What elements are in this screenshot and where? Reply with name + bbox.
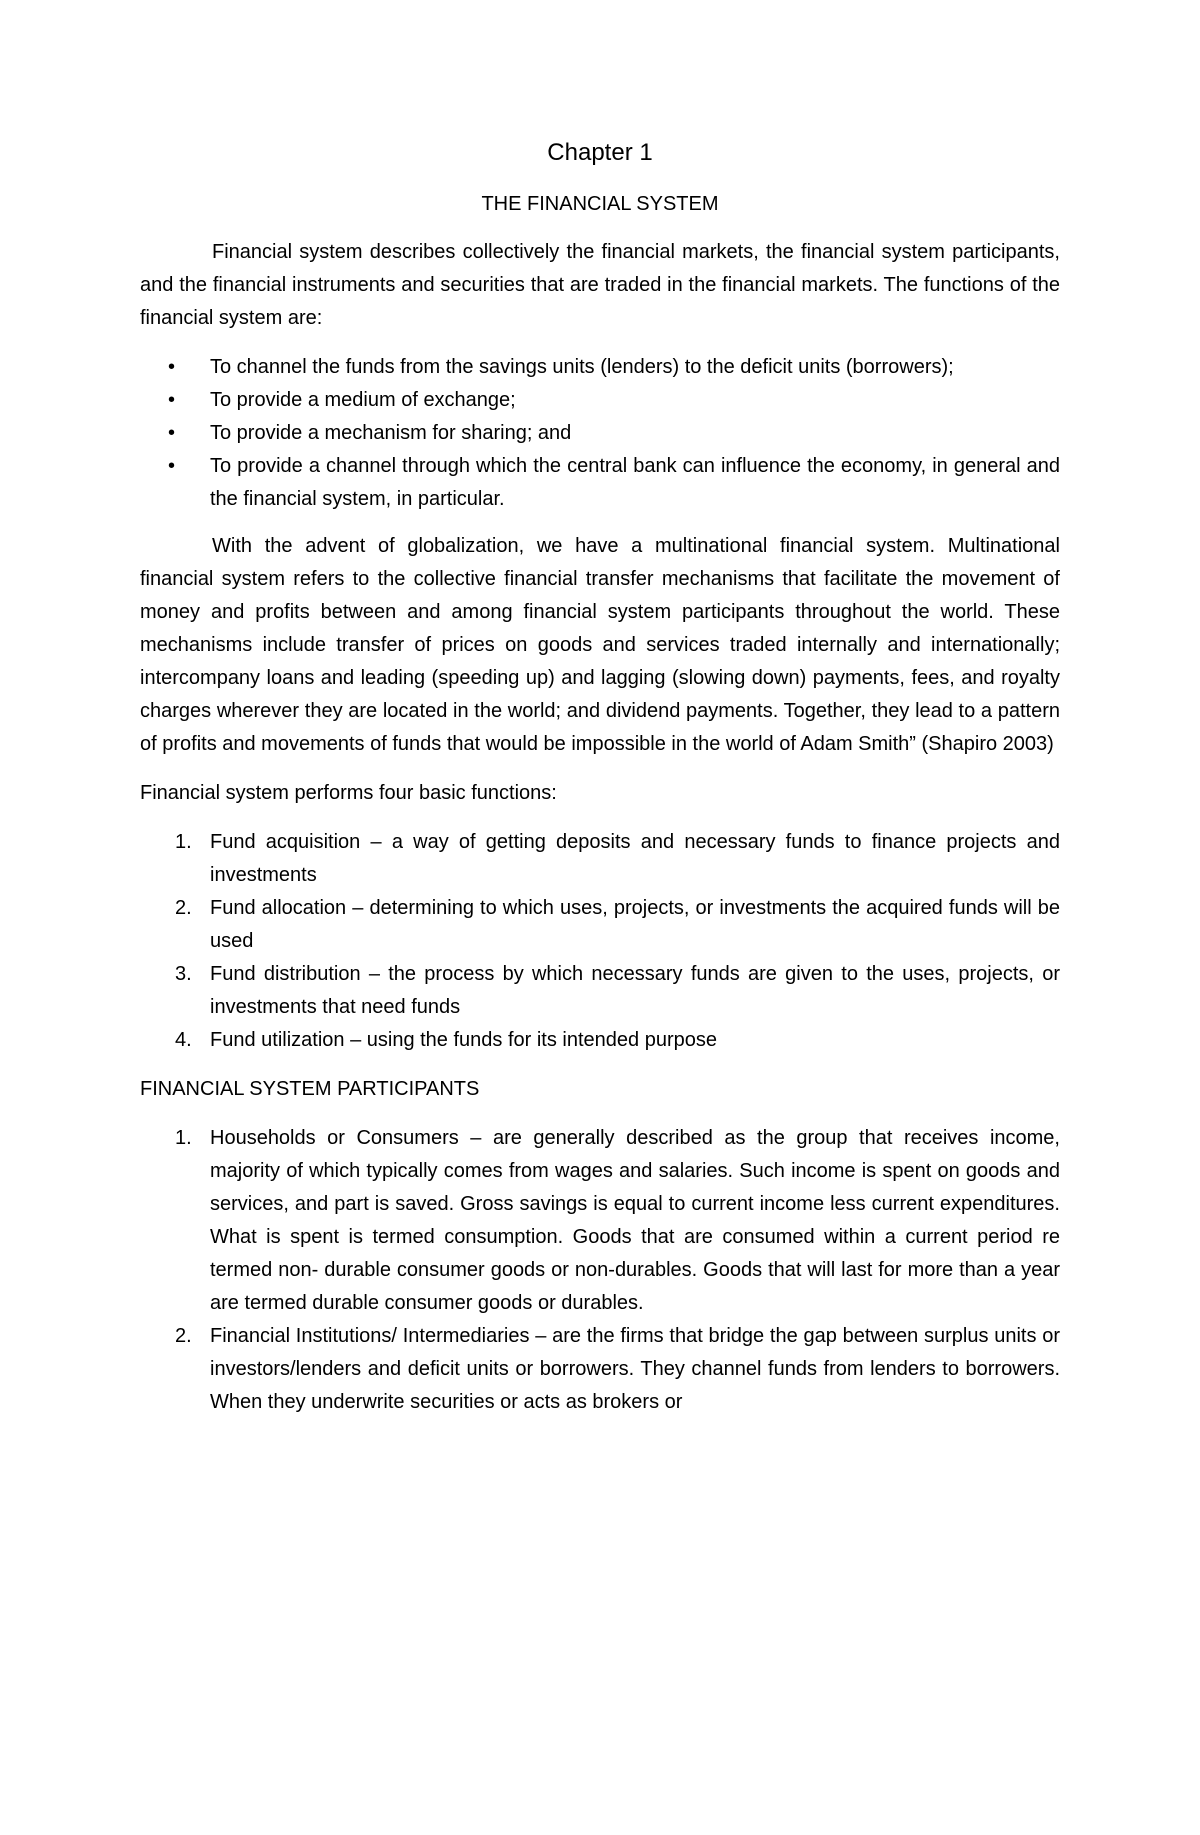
list-item-text: Fund distribution – the process by which necessary funds are given to the uses, projects, or investments that need funds — [210, 963, 1060, 1018]
list-item-text: To channel the funds from the savings units (lenders) to the deficit units (borrowers); — [210, 356, 954, 378]
list-item — [140, 351, 1060, 384]
chapter-label: Chapter 1 — [547, 139, 653, 166]
bullet-icon: • — [168, 455, 176, 477]
participants-list — [140, 1122, 1060, 1419]
document-page — [140, 138, 1060, 1435]
bullet-icon: • — [168, 389, 176, 411]
list-item-number: 1. — [175, 831, 192, 853]
globalization-paragraph: With the advent of globalization, we have a multinational financial system. Multinational financial system refers to the collective financial transfer mechanisms that facilitate the movement of money and profits between and among financial system participants throughout the world. These mechanisms include transfer of prices on goods and services traded internally and internationally; intercompany loans and leading (speeding up) and lagging (slowing down) payments, fees, and royalty charges wherever they are located in the world; and dividend payments. Together, they lead to a pattern of profits and movements of funds that would be impossible in the world of Adam Smith” (Shapiro 2003) — [140, 535, 1060, 755]
list-item — [140, 384, 1060, 417]
bullet-icon: • — [168, 356, 176, 378]
chapter-title: THE FINANCIAL SYSTEM — [481, 193, 719, 215]
list-item — [140, 450, 1060, 516]
list-item — [140, 1320, 1060, 1419]
list-item-text: Fund utilization – using the funds for its intended purpose — [210, 1029, 717, 1051]
list-item-number: 2. — [175, 897, 192, 919]
list-item — [140, 892, 1060, 958]
list-item-text: Fund allocation – determining to which uses, projects, or investments the acquired funds will be used — [210, 897, 1060, 952]
list-item-text: Fund acquisition – a way of getting deposits and necessary funds to finance projects and investments — [210, 831, 1060, 886]
list-item — [140, 1024, 1060, 1057]
list-item-number: 2. — [175, 1325, 192, 1347]
list-item — [140, 417, 1060, 450]
list-item-number: 3. — [175, 963, 192, 985]
basic-functions-list — [140, 826, 1060, 1057]
participants-heading: FINANCIAL SYSTEM PARTICIPANTS — [140, 1078, 480, 1100]
list-item-text: Financial Institutions/ Intermediaries – are the firms that bridge the gap between surplus units or investors/lenders and deficit units or borrowers. They channel funds from lenders to borrowers. When they underwrite securities or acts as brokers or — [210, 1325, 1060, 1413]
list-item — [140, 1122, 1060, 1320]
bullet-icon: • — [168, 422, 176, 444]
list-item-text: To provide a mechanism for sharing; and — [210, 422, 572, 444]
list-item — [140, 826, 1060, 892]
list-item-text: To provide a medium of exchange; — [210, 389, 516, 411]
basic-functions-intro: Financial system performs four basic functions: — [140, 782, 557, 804]
list-item-number: 4. — [175, 1029, 192, 1051]
intro-paragraph: Financial system describes collectively the financial markets, the financial system participants, and the financial instruments and securities that are traded in the financial markets. The functions of the financial system are: — [140, 241, 1060, 329]
list-item-text: Households or Consumers – are generally described as the group that receives income, majority of which typically comes from wages and salaries. Such income is spent on goods and services, and part is saved. Gross savings is equal to current income less current expenditures. What is spent is termed consumption. Goods that are consumed within a current period re termed non- durable consumer goods or non-durables. Goods that will last for more than a year are termed durable consumer goods or durables. — [210, 1127, 1060, 1314]
functions-list — [140, 351, 1060, 516]
list-item-number: 1. — [175, 1127, 192, 1149]
list-item-text: To provide a channel through which the central bank can influence the economy, in general and the financial system, in particular. — [210, 455, 1060, 510]
list-item — [140, 958, 1060, 1024]
